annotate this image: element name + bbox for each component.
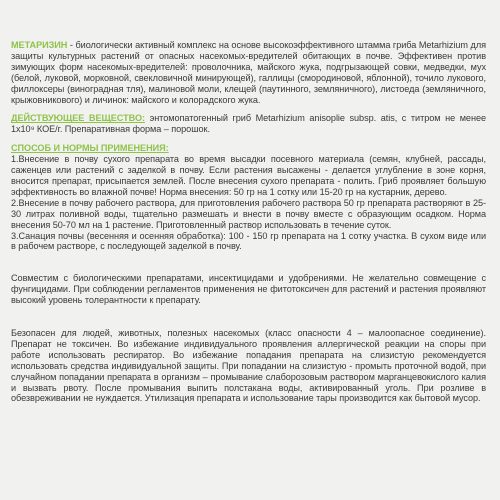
usage-item-2: 2.Внесение в почву рабочего раствора, для приготовления рабочего раствора 50 гр препарата растворяют в 25-30 литрах поливной воды, тщательно размешать и внести в почву вместе с образующим осадком. Норма внесения 50-70 мл на 1 растение. Приготовленный раствор использовать в течение суток. [11, 197, 486, 230]
product-title: МЕТАРИЗИН [11, 40, 68, 50]
intro-text: - биологически активный комплекс на основе высокоэффективного штамма гриба Metarhizium для защиты культурных растений от опасных насекомых-вредителей обитающих в почве. Эффективен против зимующих форм насекомых-вредителей: проволочника, майского жука, подгрызающей совки, медведки, мух (белой, луковой, морковной, свекловичной минирующей), галлицы (смородиновой, яблонной), точило лукового, филлоксеры (виноградная тля), малиновой моли, клещей (паутинного, земляничного), листоеда (земляничного, крыжовникового) и личинок: майского и колорадского жука. [11, 40, 486, 105]
safety-paragraph: Безопасен для людей, животных, полезных насекомых (класс опасности 4 – малоопасное соединение). Препарат не токсичен. Во избежание индивидуального проявления аллергической реакции на споры при работе использовать респиратор. Во избежание попадания препарата на слизистую рекомендуется использовать средства индивидуальной защиты. При попадании на слизистую - промыть проточной водой, при случайном попадании препарата в организм – промывание слаборозовым раствором марганцевокислого калия и вызвать рвоту. После промывания выпить полстакана воды, активированный уголь. При розливе в обезвреживании не нуждается. Утилизация препарата и использование тары производится как бытовой мусор. [11, 328, 486, 404]
usage-label: СПОСОБ И НОРМЫ ПРИМЕНЕНИЯ: [11, 143, 169, 154]
active-substance-text: энтомопатогенный гриб Metarhizium anisoplie subsp. atis, с титром не менее 1х10⁹ КОЕ/г. Препаративная форма – порошок. [11, 113, 486, 135]
usage-item-3: 3.Санация почвы (весенняя и осенняя обработка): 100 - 150 гр препарата на 1 сотку участка. В сухом виде или в рабочем растворе, с последующей заделкой в почву. [11, 230, 486, 252]
intro-paragraph [11, 40, 486, 105]
active-substance-paragraph [11, 113, 486, 135]
bottom-fade [0, 482, 500, 500]
usage-heading [11, 143, 486, 154]
active-substance-label: ДЕЙСТВУЮЩЕЕ ВЕЩЕСТВО: [11, 113, 145, 124]
compatibility-paragraph: Совместим с биологическими препаратами, инсектицидами и удобрениями. Не желательно совмещение с фунгицидами. При соблюдении регламентов применения не фитотоксичен для растений и растения проявляют высокий уровень толерантности к препарату. [11, 273, 486, 306]
usage-item-1: 1.Внесение в почву сухого препарата во время высадки посевного материала (семян, клубней, рассады, саженцев или растений с заделкой в почву. Если растения высажены - делается углубление в зоне корня, вносится препарат, присыпается землей. После внесения сухого препарата - полить. Гриб проявляет большую эффективность во влажной почве! Норма внесения: 50 гр на 1 сотку или 15-20 гр на кустарник, дерево. [11, 154, 486, 197]
